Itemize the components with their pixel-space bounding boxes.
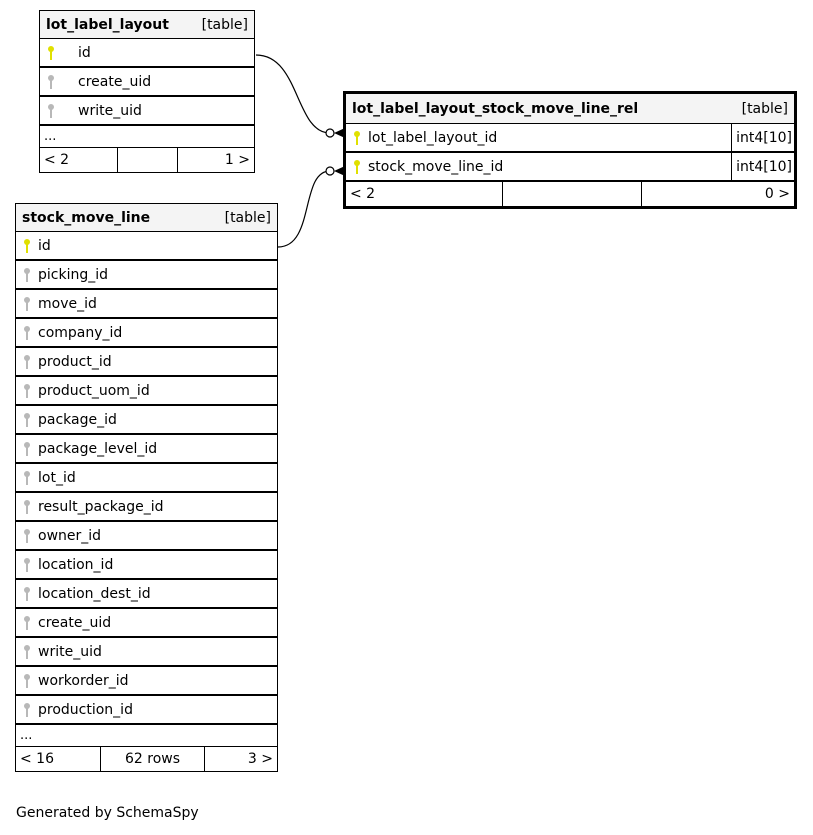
foreign-key-icon <box>22 470 32 486</box>
column-cell <box>16 232 277 259</box>
column-cell <box>16 435 277 462</box>
table-footer <box>40 148 254 172</box>
column-name: workorder_id <box>38 672 129 689</box>
column-cell <box>16 493 277 520</box>
more-columns: ... <box>16 725 277 747</box>
column-row[interactable] <box>40 68 254 97</box>
column-name: company_id <box>38 324 123 341</box>
foreign-key-icon <box>22 702 32 718</box>
column-cell <box>346 124 731 151</box>
table-kind: [table] <box>224 209 271 226</box>
edge-zero-marker <box>326 167 334 175</box>
table-name: lot_label_layout_stock_move_line_rel <box>352 100 639 117</box>
row-count <box>503 182 642 206</box>
column-cell <box>16 609 277 636</box>
column-row[interactable] <box>16 232 277 261</box>
parents-count[interactable]: < 2 <box>40 148 118 172</box>
primary-key-icon <box>352 159 362 175</box>
foreign-key-icon <box>22 383 32 399</box>
foreign-key-icon <box>22 615 32 631</box>
column-name: stock_move_line_id <box>368 158 504 175</box>
column-cell <box>16 667 277 694</box>
foreign-key-icon <box>22 673 32 689</box>
foreign-key-icon <box>22 354 32 370</box>
column-cell <box>40 97 254 124</box>
column-name: picking_id <box>38 266 109 283</box>
column-name: product_id <box>38 353 112 370</box>
column-row[interactable] <box>16 551 277 580</box>
column-name: id <box>38 237 51 254</box>
column-type: int4[10] <box>731 153 794 180</box>
column-row[interactable] <box>346 153 794 182</box>
foreign-key-icon <box>22 267 32 283</box>
column-row[interactable] <box>16 580 277 609</box>
column-row[interactable] <box>16 522 277 551</box>
column-row[interactable] <box>16 493 277 522</box>
edge-zero-marker <box>326 129 334 137</box>
row-count <box>118 148 178 172</box>
table-lot-label-layout-stock-move-line-rel[interactable] <box>343 91 797 209</box>
table-header <box>346 94 794 124</box>
table-footer <box>346 182 794 206</box>
column-row[interactable] <box>16 261 277 290</box>
table-header <box>16 204 277 232</box>
column-name: production_id <box>38 701 133 718</box>
table-footer <box>16 747 277 771</box>
table-stock-move-line[interactable] <box>15 203 278 772</box>
column-row[interactable] <box>346 124 794 153</box>
column-cell <box>16 638 277 665</box>
parents-count[interactable]: < 16 <box>16 747 101 771</box>
column-name: owner_id <box>38 527 102 544</box>
column-name: id <box>78 44 91 61</box>
column-row[interactable] <box>16 638 277 667</box>
table-header <box>40 11 254 39</box>
foreign-key-icon <box>22 412 32 428</box>
column-cell <box>16 290 277 317</box>
column-cell <box>16 522 277 549</box>
column-row[interactable] <box>16 464 277 493</box>
column-row[interactable] <box>40 97 254 126</box>
column-cell <box>16 319 277 346</box>
column-name: lot_label_layout_id <box>368 129 498 146</box>
column-cell <box>16 261 277 288</box>
edge-stock-move-line <box>278 171 330 247</box>
column-name: package_level_id <box>38 440 158 457</box>
column-row[interactable] <box>16 667 277 696</box>
column-row[interactable] <box>16 609 277 638</box>
primary-key-icon <box>22 238 32 254</box>
table-name: lot_label_layout <box>46 16 169 33</box>
column-name: move_id <box>38 295 97 312</box>
column-name: location_id <box>38 556 114 573</box>
column-cell <box>16 696 277 723</box>
column-name: create_uid <box>38 614 112 631</box>
column-row[interactable] <box>16 435 277 464</box>
column-cell <box>16 377 277 404</box>
column-name: create_uid <box>78 73 152 90</box>
column-name: result_package_id <box>38 498 164 515</box>
column-cell <box>40 39 254 66</box>
column-row[interactable] <box>16 696 277 725</box>
column-name: write_uid <box>78 102 142 119</box>
foreign-key-icon <box>22 528 32 544</box>
primary-key-icon <box>46 45 56 61</box>
parents-count[interactable]: < 2 <box>346 182 503 206</box>
column-row[interactable] <box>16 348 277 377</box>
foreign-key-icon <box>22 296 32 312</box>
table-name: stock_move_line <box>22 209 151 226</box>
column-cell <box>16 406 277 433</box>
column-cell <box>16 551 277 578</box>
column-row[interactable] <box>40 39 254 68</box>
column-row[interactable] <box>16 290 277 319</box>
foreign-key-icon <box>22 586 32 602</box>
column-cell <box>346 153 731 180</box>
column-cell <box>16 580 277 607</box>
row-count: 62 rows <box>101 747 205 771</box>
column-name: package_id <box>38 411 117 428</box>
column-cell <box>40 68 254 95</box>
column-row[interactable] <box>16 406 277 435</box>
table-kind: [table] <box>201 16 248 33</box>
children-count[interactable]: 3 > <box>247 751 273 767</box>
table-lot-label-layout[interactable] <box>39 10 255 173</box>
column-cell <box>16 348 277 375</box>
foreign-key-icon <box>22 325 32 341</box>
foreign-key-icon <box>22 499 32 515</box>
foreign-key-icon <box>46 74 56 90</box>
column-name: write_uid <box>38 643 102 660</box>
column-name: location_dest_id <box>38 585 151 602</box>
children-count[interactable]: 1 > <box>224 152 250 168</box>
edge-lot-label-layout <box>256 55 330 133</box>
primary-key-icon <box>352 130 362 146</box>
column-type: int4[10] <box>731 124 794 151</box>
column-row[interactable] <box>16 319 277 348</box>
children-count[interactable]: 0 > <box>764 186 790 202</box>
foreign-key-icon <box>22 644 32 660</box>
foreign-key-icon <box>22 557 32 573</box>
column-cell <box>16 464 277 491</box>
foreign-key-icon <box>22 441 32 457</box>
generated-by-label: Generated by SchemaSpy <box>16 805 199 821</box>
foreign-key-icon <box>46 103 56 119</box>
column-row[interactable] <box>16 377 277 406</box>
more-columns: ... <box>40 126 254 148</box>
table-kind: [table] <box>741 100 788 117</box>
column-name: product_uom_id <box>38 382 150 399</box>
column-name: lot_id <box>38 469 76 486</box>
